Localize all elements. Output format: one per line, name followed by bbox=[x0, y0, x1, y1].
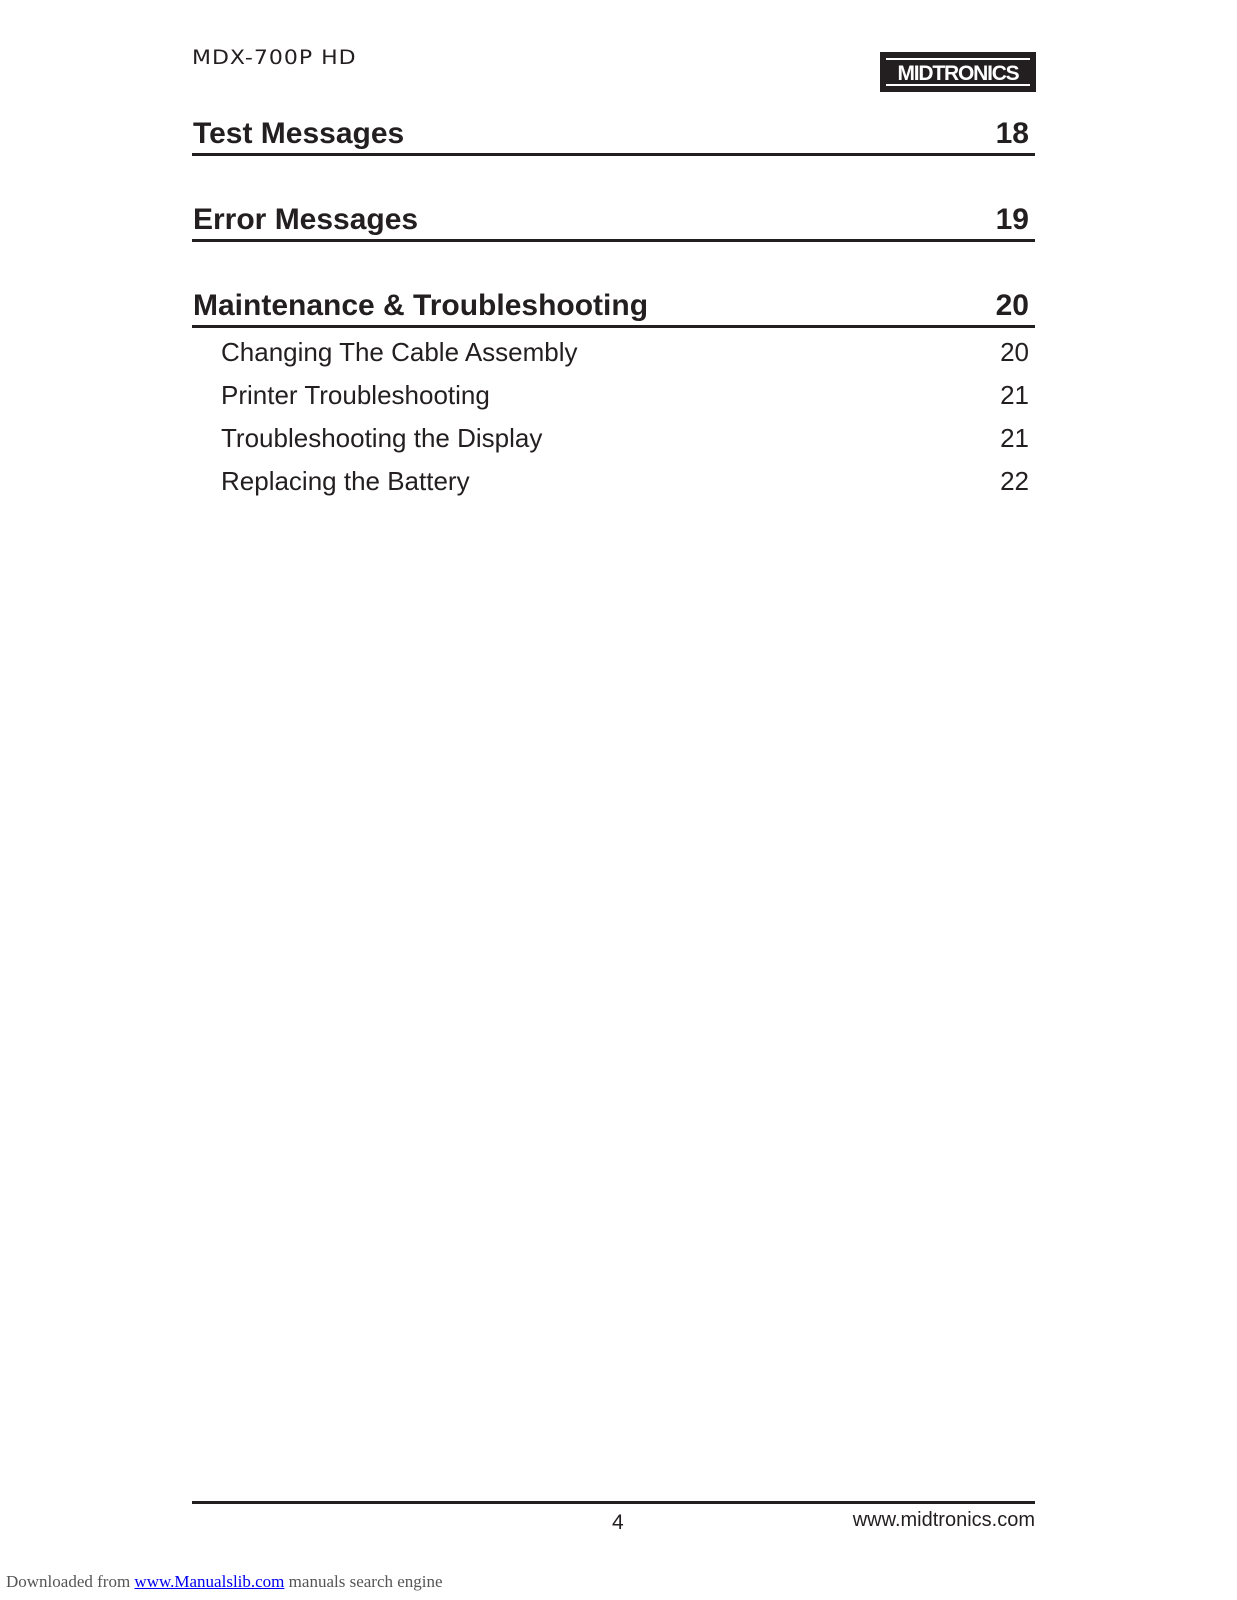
toc-section-page: 20 bbox=[995, 289, 1029, 322]
page-number: 4 bbox=[612, 1511, 624, 1534]
midtronics-logo bbox=[880, 52, 1036, 92]
toc-entry-changing-cable-assembly[interactable] bbox=[192, 328, 1035, 371]
download-note-suffix: manuals search engine bbox=[284, 1572, 443, 1591]
toc-section-title: Test Messages bbox=[193, 117, 405, 150]
toc-section-test-messages bbox=[192, 113, 1035, 156]
logo-frame bbox=[886, 58, 1030, 86]
toc-entry-page: 21 bbox=[1000, 380, 1029, 410]
toc-section-title: Error Messages bbox=[193, 203, 419, 236]
toc-section-title: Maintenance & Troubleshooting bbox=[193, 289, 649, 322]
logo-text: MIDTRONICS bbox=[897, 62, 1019, 85]
toc-entry-title: Troubleshooting the Display bbox=[221, 423, 543, 453]
toc-entry-title: Replacing the Battery bbox=[221, 466, 470, 496]
toc-section-page: 18 bbox=[995, 117, 1029, 150]
toc-section-heading[interactable] bbox=[192, 113, 1035, 156]
model-name: MDX-700P HD bbox=[192, 47, 357, 70]
website-url: www.midtronics.com bbox=[852, 1509, 1035, 1531]
toc-entry-page: 21 bbox=[1000, 423, 1029, 453]
toc-entry-page: 20 bbox=[1000, 337, 1029, 367]
toc-entry-page: 22 bbox=[1000, 466, 1029, 496]
toc-entry-troubleshooting-display[interactable] bbox=[192, 414, 1035, 457]
toc-subentries bbox=[192, 328, 1035, 500]
manualslib-link[interactable]: www.Manualslib.com bbox=[134, 1572, 285, 1591]
download-note bbox=[6, 1572, 443, 1592]
toc-section-heading[interactable] bbox=[192, 199, 1035, 242]
download-note-prefix: Downloaded from bbox=[6, 1572, 135, 1591]
toc-entry-title: Printer Troubleshooting bbox=[221, 380, 490, 410]
toc-entry-title: Changing The Cable Assembly bbox=[221, 337, 578, 367]
toc-entry-replacing-battery[interactable] bbox=[192, 457, 1035, 500]
footer-divider bbox=[192, 1501, 1035, 1504]
toc-entry-printer-troubleshooting[interactable] bbox=[192, 371, 1035, 414]
toc-section-error-messages bbox=[192, 199, 1035, 242]
toc-section-page: 19 bbox=[995, 203, 1029, 236]
toc-section-maintenance bbox=[192, 285, 1035, 500]
toc-section-heading[interactable] bbox=[192, 285, 1035, 328]
